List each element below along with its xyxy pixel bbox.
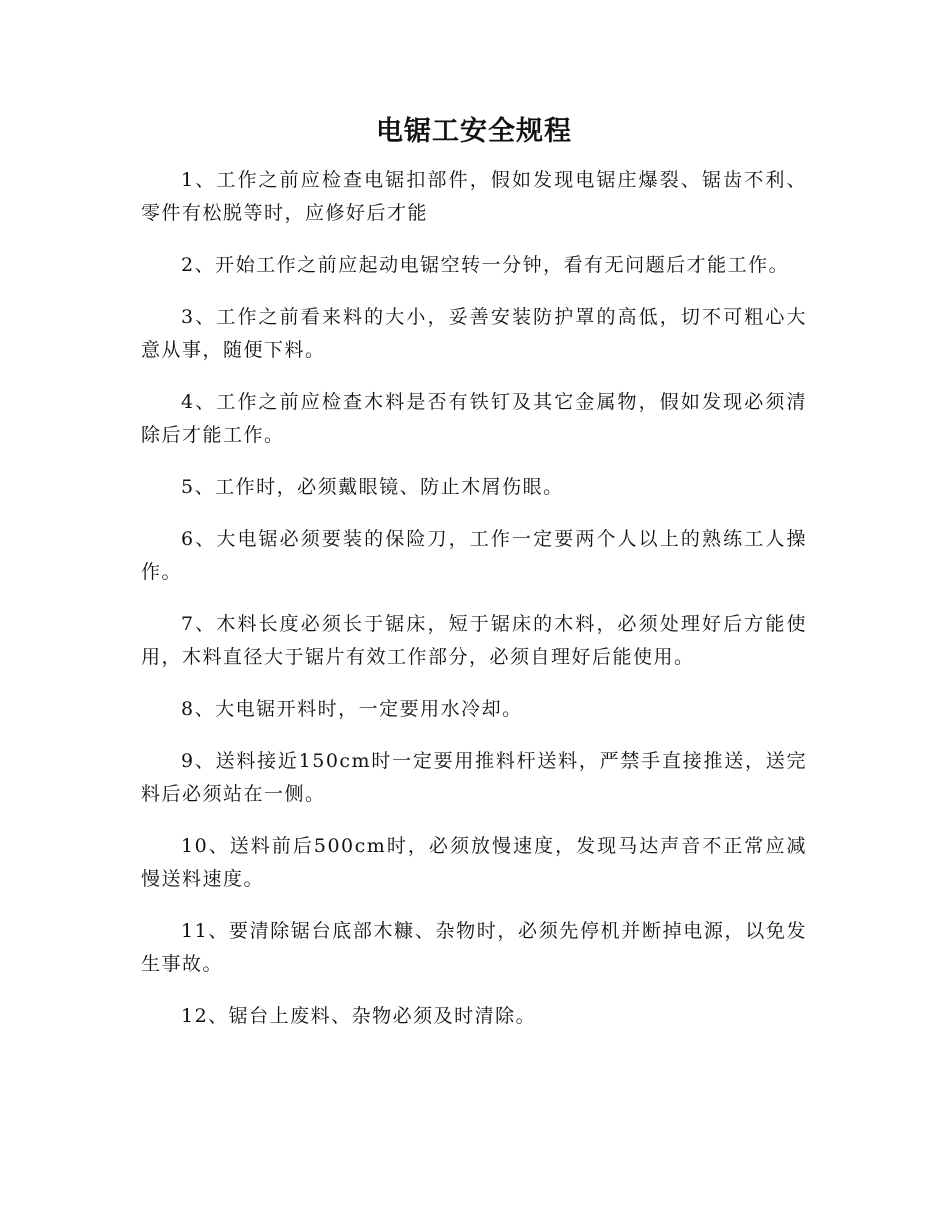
rule-item: 4、工作之前应检查木料是否有铁钉及其它金属物，假如发现必须清除后才能工作。 xyxy=(141,391,807,446)
rule-item: 10、送料前后500cm时，必须放慢速度，发现马达声音不正常应减慢送料速度。 xyxy=(141,835,807,890)
rule-item: 5、工作时，必须戴眼镜、防止木屑伤眼。 xyxy=(181,476,564,498)
rule-item: 12、锯台上废料、杂物必须及时清除。 xyxy=(181,1005,537,1027)
document-page xyxy=(141,112,807,1052)
rule-item: 9、送料接近150cm时一定要用推料杆送料，严禁手直接推送，送完料后必须站在一侧。 xyxy=(141,750,807,805)
rule-item: 6、大电锯必须要装的保险刀，工作一定要两个人以上的熟练工人操作。 xyxy=(141,528,807,583)
document-title: 电锯工安全规程 xyxy=(376,116,572,147)
rule-item: 1、工作之前应检查电锯扣部件，假如发现电锯庄爆裂、锯齿不利、零件有松脱等时，应修好后才能 xyxy=(141,169,807,224)
rules-list xyxy=(141,164,807,1033)
rule-item: 7、木料长度必须长于锯床，短于锯床的木料，必须处理好后方能使用，木料直径大于锯片有效工作部分，必须自理好后能使用。 xyxy=(141,613,807,668)
rule-item: 11、要清除锯台底部木糠、杂物时，必须先停机并断掉电源，以免发生事故。 xyxy=(141,920,807,975)
rule-item: 8、大电锯开料时，一定要用水冷却。 xyxy=(181,698,523,720)
rule-item: 3、工作之前看来料的大小，妥善安装防护罩的高低，切不可粗心大意从事，随便下料。 xyxy=(141,306,807,361)
rule-item: 2、开始工作之前应起动电锯空转一分钟，看有无问题后才能工作。 xyxy=(181,254,790,276)
